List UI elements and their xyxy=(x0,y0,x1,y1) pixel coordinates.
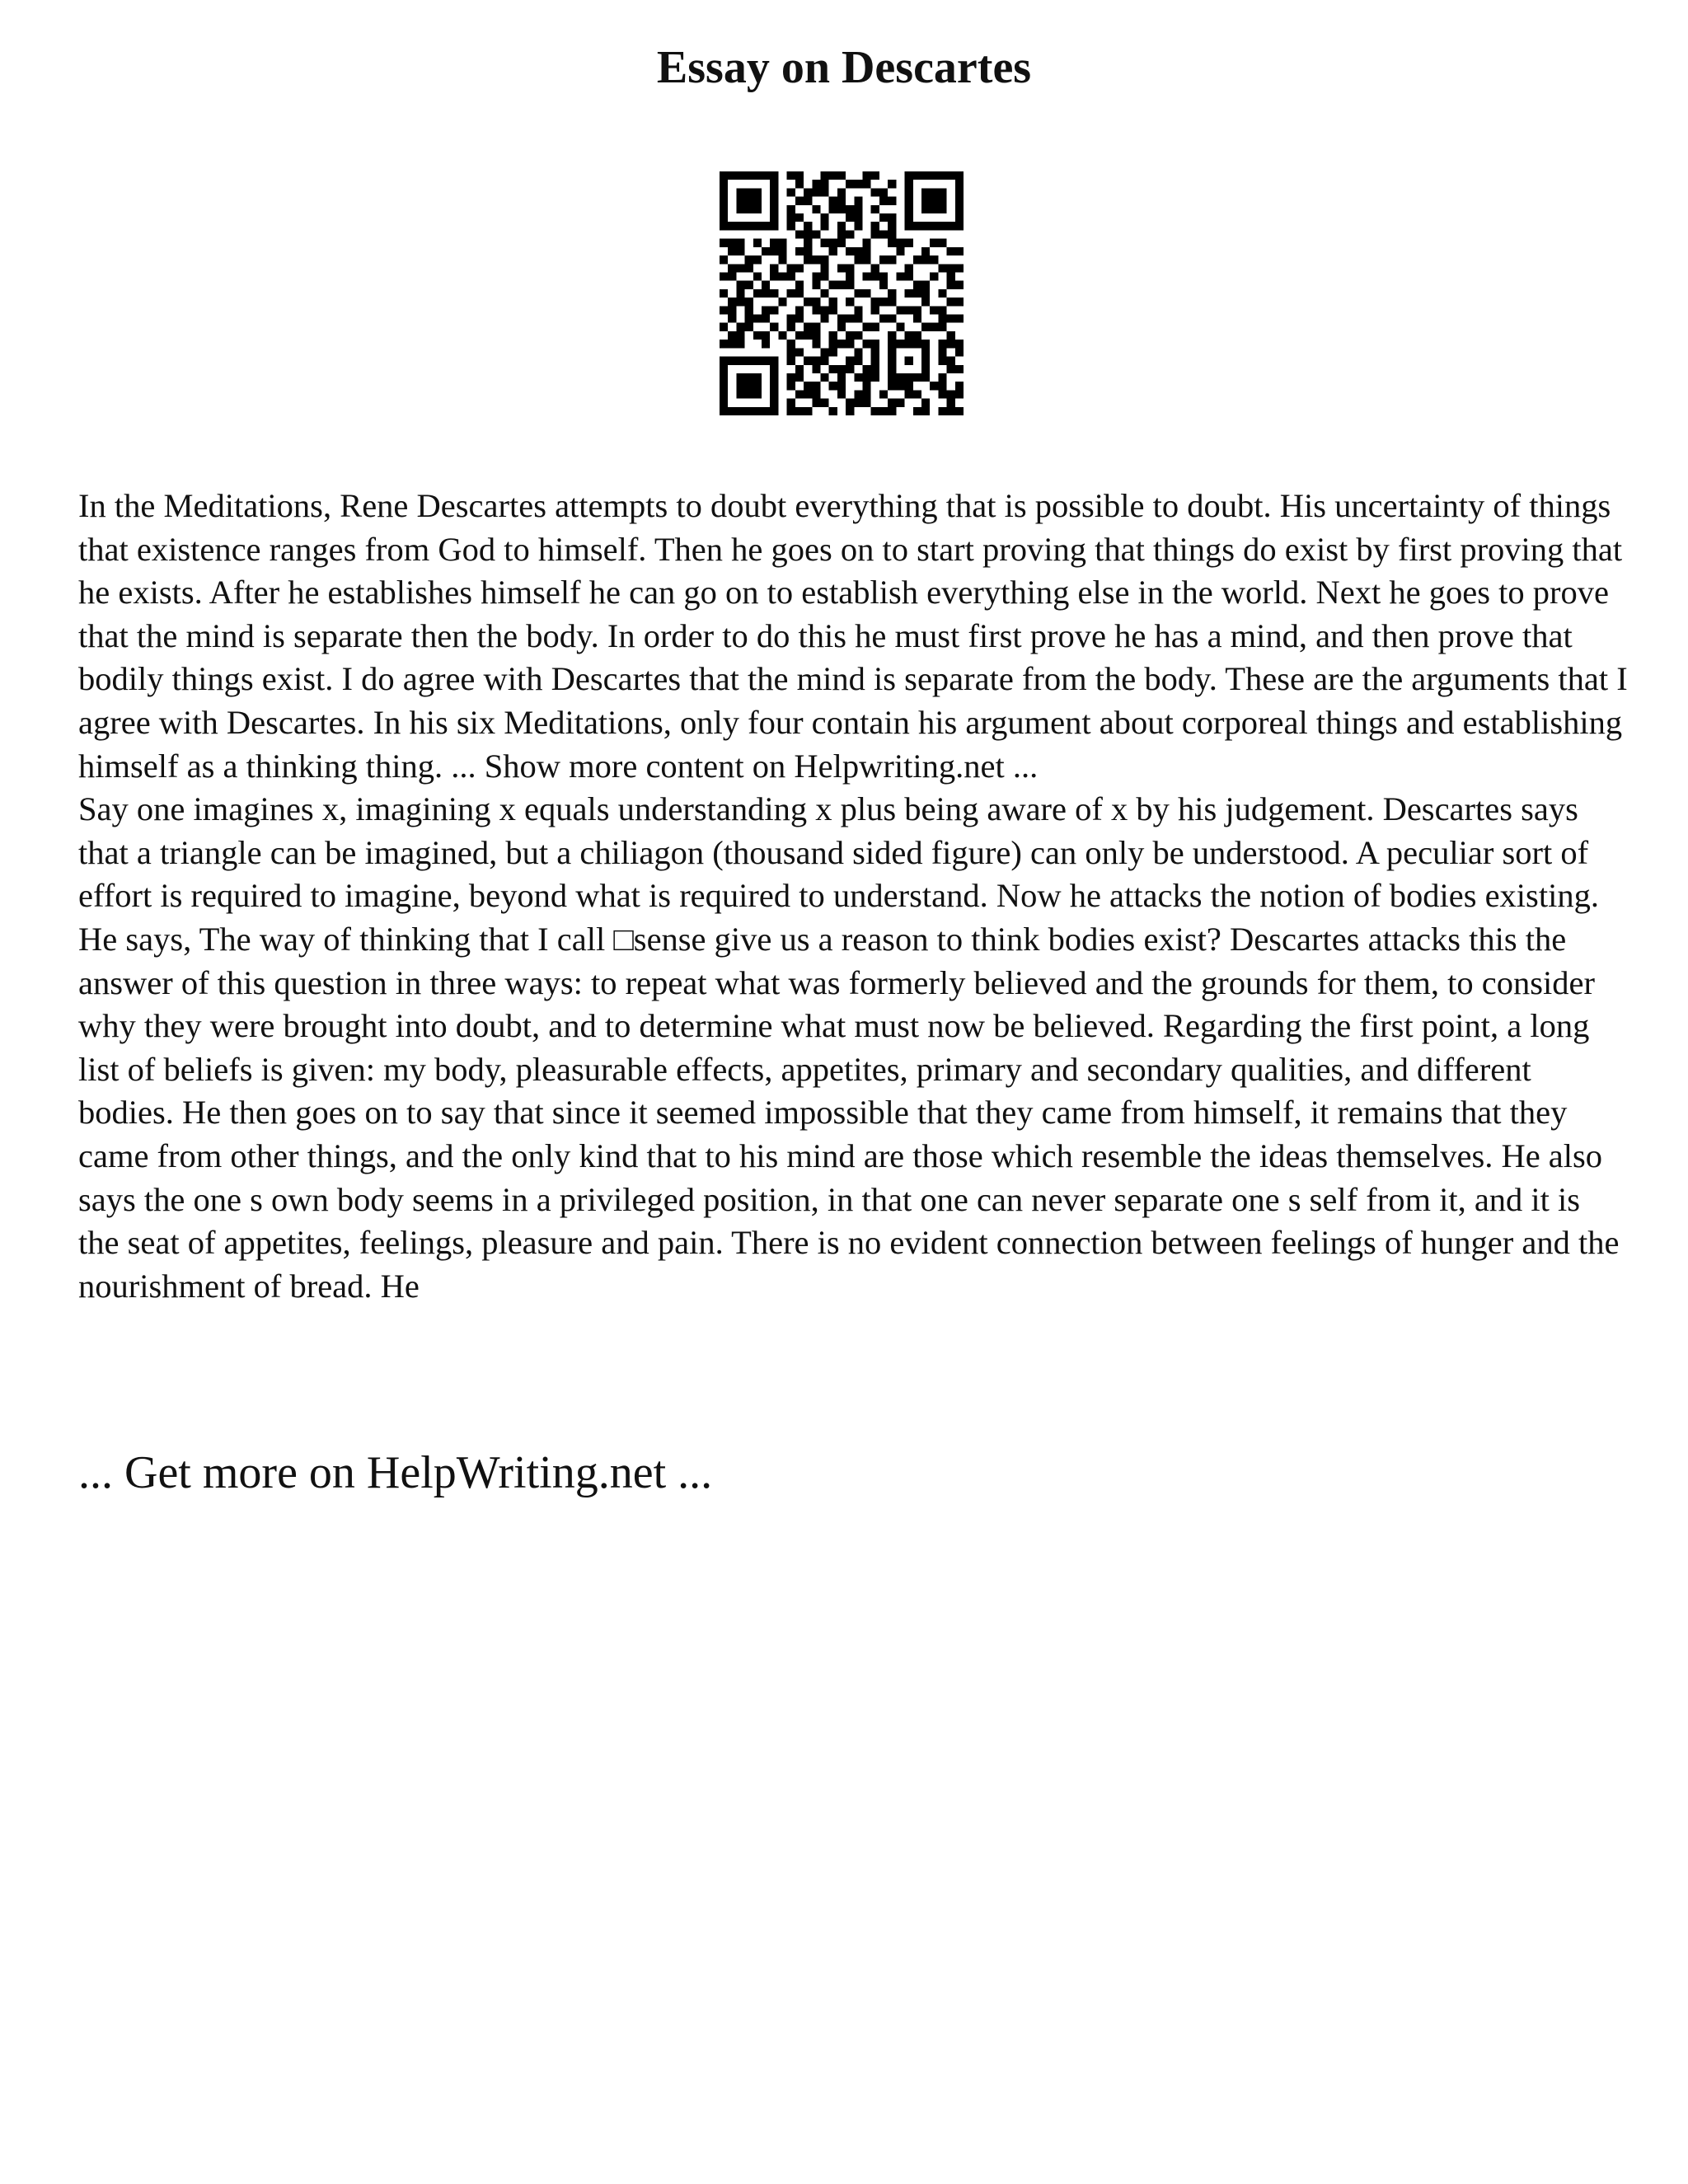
essay-body xyxy=(78,485,1628,1308)
get-more-link[interactable]: ... Get more on HelpWriting.net ... xyxy=(78,1447,713,1498)
essay-paragraph-2: Say one imagines x, imagining x equals understanding x plus being aware of x by his judgement. Descartes says that a triangle can be imagined, but a chiliagon (thousand sided figure) can only be understood. A peculiar sort of effort is required to imagine, beyond what is required to understand. Now he attacks the notion of bodies existing. He says, The way of thinking that I call □sense give us a reason to think bodies exist? Descartes attacks this the answer of this question in three ways: to repeat what was formerly believed and the grounds for them, to consider why they were brought into doubt, and to determine what must now be believed. Regarding the first point, a long list of beliefs is given: my body, pleasurable effects, appetites, primary and secondary qualities, and different bodies. He then goes on to say that since it seemed impossible that they came from himself, it remains that they came from other things, and the only kind that to his mind are those which resemble the ideas themselves. He also says the one s own body seems in a privileged position, in that one can never separate one s self from it, and it is the seat of appetites, feelings, pleasure and pain. There is no evident connection between feelings of hunger and the nourishment of bread. He xyxy=(78,790,1620,1305)
essay-paragraph-1: In the Meditations, Rene Descartes attempts to doubt everything that is possible to doubt. His uncertainty of things that existence ranges from God to himself. Then he goes on to start proving that things do exist by first proving that he exists. After he establishes himself he can go on to establish everything else in the world. Next he goes to prove that the mind is separate then the body. In order to do this he must first prove he has a mind, and then prove that bodily things exist. I do agree with Descartes that the mind is separate from the body. These are the arguments that I agree with Descartes. In his six Meditations, only four contain his argument about corporeal things and establishing himself as a thinking thing. ... Show more content on Helpwriting.net ... xyxy=(78,487,1628,785)
qr-code[interactable] xyxy=(720,171,964,415)
document-title: Essay on Descartes xyxy=(656,42,1032,93)
qr-code-icon xyxy=(720,171,964,415)
